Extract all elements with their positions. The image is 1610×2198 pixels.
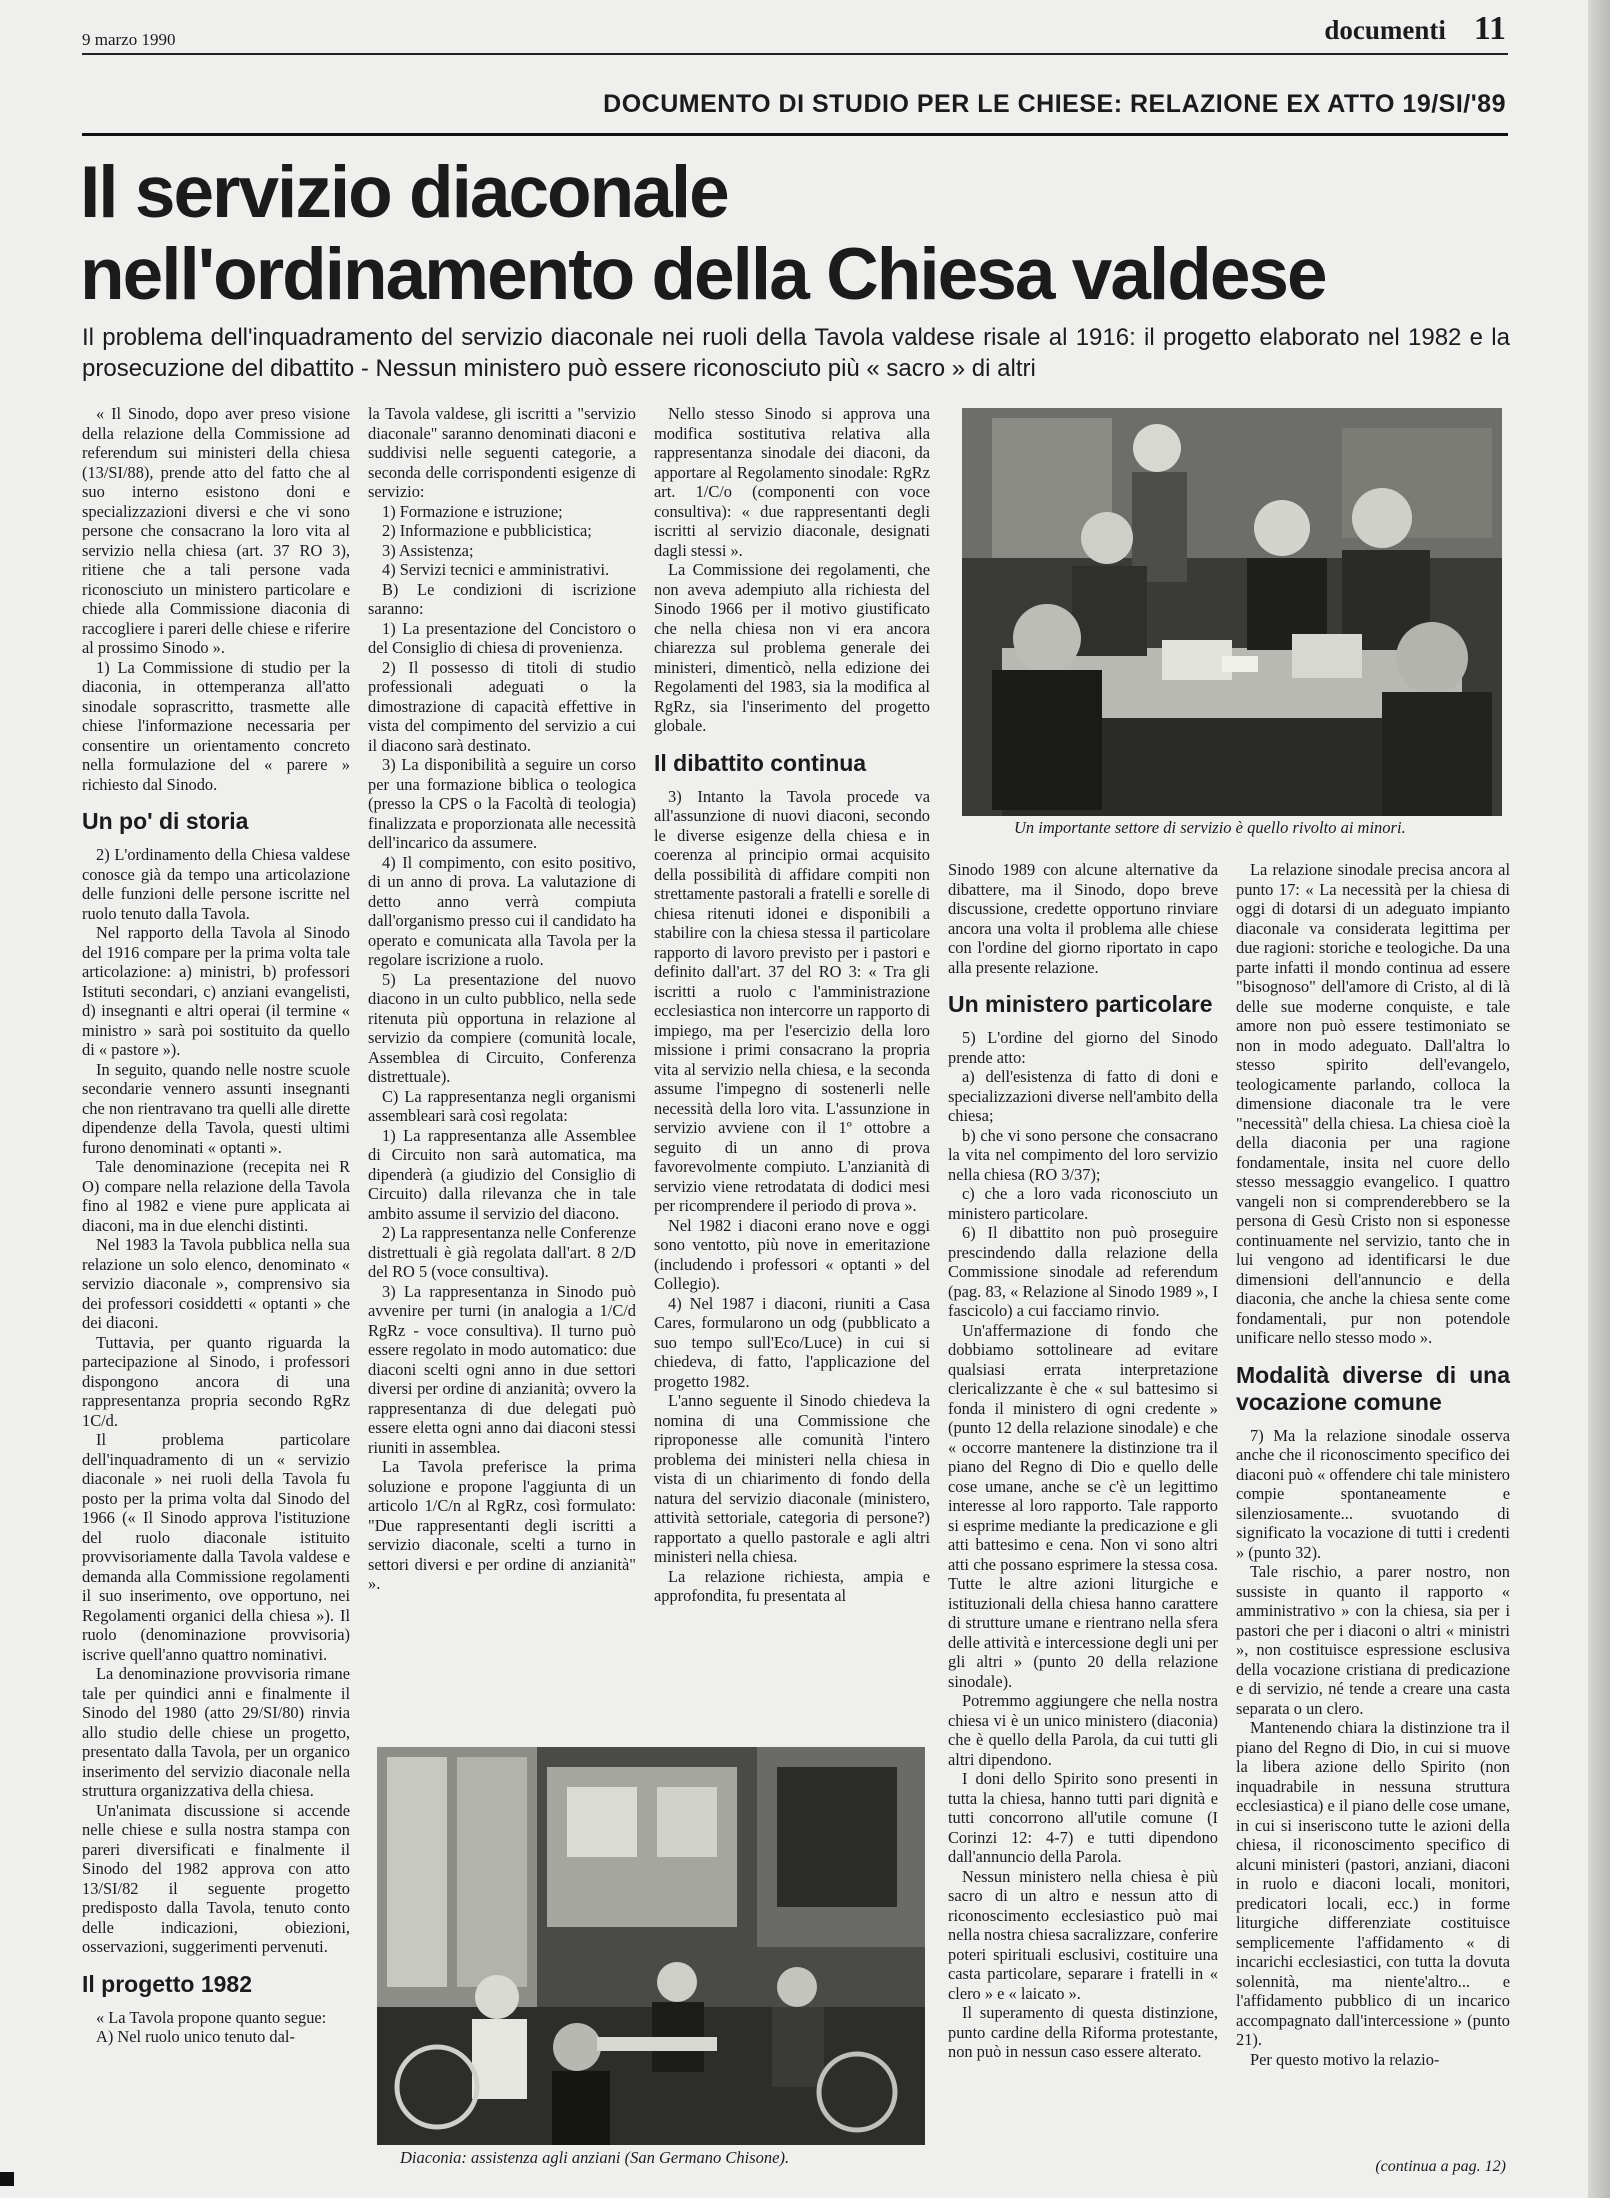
photo-elderly-image bbox=[377, 1747, 925, 2145]
paragraph: 2) La rappresentanza nelle Conferenze distrettuali è già regolata dall'art. 8 2/D del RO 5 (voce consultiva). bbox=[368, 1223, 636, 1281]
page-edge bbox=[1588, 0, 1610, 2198]
headline bbox=[80, 152, 1326, 316]
article-column-1 bbox=[82, 404, 350, 2184]
paragraph: Il problema particolare dell'inquadramento di un « servizio diaconale » nei ruoli della Tavola fu posto per la prima volta dal Sinodo del 1966 (« Il Sinodo approva l'istituzione del ruolo diaconale istituito provvisoriamente dalla Tavola valdese e demanda alla Commissione regolamenti il suo inserimento, ove opportuno, nei Regolamenti organici della chiesa »). Il ruolo (denominazione provvisoria) iscrive quell'anno quattro nominativi. bbox=[82, 1430, 350, 1664]
paragraph: 5) La presentazione del nuovo diacono in un culto pubblico, nella sede ritenuta più opportuna in relazione al servizio da compiere (comunità locale, Assemblea di Circuito, Conferenza distrettuale). bbox=[368, 969, 636, 1086]
issue-date: 9 marzo 1990 bbox=[82, 30, 176, 49]
paragraph: La Tavola preferisce la prima soluzione e propone l'aggiunta di un articolo 1/C/n al RgRz, così formulato: "Due rappresentanti degli iscritti a servizio diaconale, scelti a turno in settori diversi e per ordine di anzianità" ». bbox=[368, 1457, 636, 1593]
paragraph: C) La rappresentanza negli organismi assembleari sarà così regolata: bbox=[368, 1086, 636, 1125]
article-column-2 bbox=[368, 404, 636, 1734]
paragraph: 1) La presentazione del Concistoro o del Consiglio di chiesa di provenienza. bbox=[368, 618, 636, 657]
paragraph: Potremmo aggiungere che nella nostra chiesa vi è un unico ministero (diaconia) che è quello della Parola, da cui tutti gli altri dipendono. bbox=[948, 1691, 1218, 1769]
paragraph: 1) La rappresentanza alle Assemblee di Circuito non sarà automatica, ma dipenderà (a giudizio del Consiglio di Circuito) dalla rilevanza che in tale ambito assume il servizio del diacono. bbox=[368, 1125, 636, 1223]
list-item: 2) Informazione e pubblicistica; bbox=[382, 521, 592, 540]
photo-caption: Un importante settore di servizio è quello rivolto ai minori. bbox=[1014, 818, 1406, 837]
paragraph: Tale denominazione (recepita nei R O) compare nella relazione della Tavola fino al 1982 e viene pure applicata ai diaconi, ma in due elenchi distinti. bbox=[82, 1157, 350, 1235]
paragraph: b) che vi sono persone che consacrano la vita nel compimento del loro servizio nella chiesa (RO 3/37); bbox=[948, 1125, 1218, 1184]
paragraph: L'anno seguente il Sinodo chiedeva la nomina di una Commissione che riproponesse alle comunità l'intero problema dei ministeri nella chiesa in vista di un chiarimento di fondo della natura del servizio diaconale (ministero, attività settoriale, categoria di persone?) rapportato a quello pastorale e agli altri ministeri nella chiesa. bbox=[654, 1391, 930, 1566]
paragraph: 5) L'ordine del giorno del Sinodo prende atto: bbox=[948, 1028, 1218, 1067]
paragraph: Nel 1983 la Tavola pubblica nella sua relazione un solo elenco, denominato « servizio diaconale », comprensivo sia dei professori cosiddetti « optanti » che dei diaconi. bbox=[82, 1235, 350, 1332]
paragraph: 7) Ma la relazione sinodale osserva anche che il riconoscimento specifico dei diaconi può « offendere chi tale ministero compie spontaneamente e silenziosamente... svuotando di significato la vocazione di tutti i credenti » (punto 32). bbox=[1236, 1425, 1510, 1562]
paragraph: Sinodo 1989 con alcune alternative da dibattere, ma il Sinodo, dopo breve discussione, credette opportuno rinviare ancora una volta il problema alle chiese con l'ordine del giorno riportato in capo alla presente relazione. bbox=[948, 860, 1218, 977]
section-header bbox=[1324, 10, 1506, 48]
headline-line-2: nell'ordinamento della Chiesa valdese bbox=[80, 234, 1326, 315]
section-heading: Un ministero particolare bbox=[948, 991, 1213, 1017]
article-column-4 bbox=[948, 860, 1218, 2185]
paragraph: « La Tavola propone quanto segue: bbox=[96, 2007, 327, 2027]
list-item: 1) Formazione e istruzione; bbox=[382, 501, 563, 521]
paragraph: 1) La Commissione di studio per la diaconia, in ottemperanza all'atto sinodale soprascritto, trasmette alle chiese l'informazione necessaria per consentire un orientamento concreto nella formulazione del « parere » richiesto dal Sinodo. bbox=[82, 657, 350, 794]
paragraph: Il superamento di questa distinzione, punto cardine della Riforma protestante, non può in nessun caso essere alterato. bbox=[948, 2003, 1218, 2061]
kicker-rule bbox=[82, 133, 1508, 136]
paragraph: In seguito, quando nelle nostre scuole secondarie vennero assunti insegnanti che non rientravano tra quelli alle dirette dipendenze della Tavola, questi ultimi furono denominati « optanti ». bbox=[82, 1059, 350, 1157]
continued-note: (continua a pag. 12) bbox=[1375, 2158, 1506, 2175]
paragraph: la Tavola valdese, gli iscritti a "servizio diaconale" saranno denominati diaconi e suddivisi nelle seguenti categorie, a seconda delle corrispondenti esigenze di servizio: bbox=[368, 404, 636, 501]
paragraph: Nessun ministero nella chiesa è più sacro di un altro e nessun atto di riconoscimento ecclesiastico può mai nella nostra chiesa sacralizzare, conferire poteri spirituali esclusivi, costituire una casta particolare, separare i fratelli in « clero » e « laicato ». bbox=[948, 1866, 1218, 2003]
header-rule bbox=[82, 53, 1508, 55]
paragraph: Nello stesso Sinodo si approva una modifica sostitutiva relativa alla rappresentanza sinodale dei diaconi, da apportare al Regolamento sinodale: RgRz art. 1/C/o (componenti con voce consultiva): « due rappresentanti degli iscritti al servizio diaconale, designati dagli stessi ». bbox=[654, 404, 930, 560]
photo-caption: Diaconia: assistenza agli anziani (San Germano Chisone). bbox=[400, 2148, 790, 2167]
section-heading: Un po' di storia bbox=[82, 808, 249, 834]
section-name: documenti bbox=[1324, 15, 1446, 45]
subheadline: Il problema dell'inquadramento del servizio diaconale nei ruoli della Tavola valdese risale al 1916: il progetto elaborato nel 1982 e la prosecuzione del dibattito - Nessun ministero può essere riconosciuto più « sacro » di altri bbox=[82, 324, 1510, 382]
kicker: DOCUMENTO DI STUDIO PER LE CHIESE: RELAZIONE EX ATTO 19/SI/'89 bbox=[603, 90, 1506, 118]
paragraph: 6) Il dibattito non può proseguire prescindendo dalla relazione della Commissione sinodale ad referendum (pag. 83, « Relazione al Sinodo 1989 », I fascicolo) a cui facciamo rinvio. bbox=[948, 1223, 1218, 1320]
paragraph: a) dell'esistenza di fatto di doni e specializzazioni diverse nell'ambito della chiesa; bbox=[948, 1067, 1218, 1125]
paragraph: A) Nel ruolo unico tenuto dal- bbox=[96, 2027, 295, 2046]
section-heading: Modalità diverse di una vocazione comune bbox=[1236, 1361, 1510, 1415]
paragraph: B) Le condizioni di iscrizione saranno: bbox=[368, 579, 636, 618]
paragraph: 3) La disponibilità a seguire un corso per una formazione biblica o teologica (presso la CPS o la Facoltà di teologia) finalizzata e proporzionata alle necessità dell'incarico da assumere. bbox=[368, 755, 636, 852]
paragraph: Un'affermazione di fondo che dobbiamo sottolineare ad evitare qualsiasi errata interpretazione clericalizzante è che « sul battesimo si fonda il ministero di ogni credente » (punto 12 della relazione sinodale) e che « occorre mantenere la distinzione tra il piano del Regno di Dio e quello delle cose umane, anche se c'è un legittimo interesse al loro rapporto. Tale rapporto si esprime mediante la predicazione e gli atti battesimo e cena. Non vi sono altri atti che possano esprimere la stessa cosa. Tutte le altre azioni liturgiche e istituzionali della chiesa hanno carattere di strutture umane e rientrano nella sfera delle attività e intercessione degli uni per gli altri » (punto 20 della relazione sinodale). bbox=[948, 1320, 1218, 1691]
list-item: 4) Servizi tecnici e amministrativi. bbox=[382, 560, 610, 579]
photo-children-classroom bbox=[962, 408, 1502, 816]
paragraph: Tuttavia, per quanto riguarda la partecipazione al Sinodo, i professori dispongono ancora di una rappresentanza propria secondo RgRz 1C/d. bbox=[82, 1332, 350, 1430]
article-column-5 bbox=[1236, 860, 1510, 2185]
paragraph: Per questo motivo la relazio- bbox=[1250, 2049, 1440, 2069]
paragraph: La relazione richiesta, ampia e approfondita, fu presentata al bbox=[654, 1566, 930, 1605]
paragraph: La Commissione dei regolamenti, che non aveva adempiuto alla richiesta del Sinodo 1966 per il motivo giustificato che nella chiesa non vi era ancora chiarezza sul problema generale dei ministeri, dimenticò, nella edizione dei Regolamenti del 1983, sia la modifica al RgRz, sia l'inserimento del progetto globale. bbox=[654, 560, 930, 735]
section-heading: Il progetto 1982 bbox=[82, 1970, 252, 1997]
paragraph: 2) L'ordinamento della Chiesa valdese conosce già da tempo una articolazione delle funzioni delle persone iscritte nel ruolo tenuto dalla Tavola. bbox=[82, 845, 350, 923]
paragraph: La denominazione provvisoria rimane tale per quindici anni e finalmente il Sinodo del 1980 (atto 29/SI/80) rinvia allo studio delle chiese un progetto, presentato dalla Tavola, per un organico inserimento del servizio diaconale nella struttura organizzativa della chiesa. bbox=[82, 1664, 350, 1800]
page-number: 11 bbox=[1473, 10, 1506, 47]
section-heading: Il dibattito continua bbox=[654, 749, 867, 776]
photo-children-image bbox=[962, 408, 1502, 816]
photo-elderly-care bbox=[377, 1747, 925, 2145]
paragraph: I doni dello Spirito sono presenti in tutta la chiesa, hanno tutti pari dignità e tutti concorrono all'utile comune (I Corinzi 12: 4-7) e tutti dipendono dall'annuncio della Parola. bbox=[948, 1769, 1218, 1866]
paragraph: Nel 1982 i diaconi erano nove e oggi sono ventotto, più nove in emeritazione (includendo i professori « optanti » del Collegio). bbox=[654, 1215, 930, 1293]
paragraph: 4) Nel 1987 i diaconi, riuniti a Casa Cares, formularono un odg (pubblicato a suo tempo sull'Eco/Luce) in cui si chiedeva, di fatto, l'applicazione del progetto 1982. bbox=[654, 1293, 930, 1391]
list-item: 3) Assistenza; bbox=[382, 540, 474, 560]
paragraph: 2) Il possesso di titoli di studio professionali adeguati o la dimostrazione di capacità effettive in vista del compimento del servizio a cui il diacono sarà destinato. bbox=[368, 657, 636, 755]
registration-mark bbox=[0, 2172, 14, 2186]
paragraph: 3) Intanto la Tavola procede va all'assunzione di nuovi diaconi, secondo le diverse esigenze della chiesa e in coerenza al principio ormai acquisito della possibilità di affidare compiti non strettamente pastorali a fratelli e sorelle di chiesa ritenuti idonei e disponibili a stabilire con la chiesa stessa il particolare rapporto di lavoro previsto per i pastori e definito dall'art. 37 del RO 3: « Tra gli iscritti a ruolo c l'amministrazione ecclesiastica non intercorre un rapporto di impiego, ma per l'esercizio della loro missione i primi consacrano la propria vita al servizio nella chiesa, e la seconda assume l'impegno di sostenerli nelle necessità della loro vita. L'assunzione in servizio avviene con il 1º ottobre a seguito di un anno di prova favorevolmente compiuto. L'anzianità di servizio viene retrodatata di dodici mesi per ricomprendere il periodo di prova ». bbox=[654, 786, 930, 1215]
paragraph: Nel rapporto della Tavola al Sinodo del 1916 compare per la prima volta tale articolazione: a) ministri, b) professori Istituti secondari, c) anziani evangelisti, d) insegnanti e altri operai (il termine « ministro » sarà poi sostituito da quello di « pastore »). bbox=[82, 923, 350, 1059]
paragraph: « Il Sinodo, dopo aver preso visione della relazione della Commissione ad referendum sui ministeri della chiesa (13/SI/88), prende atto del fatto che al suo interno esistono doni e specializzazioni diversi e che vi sono persone che consacrano la loro vita al servizio nella chiesa (art. 37 RO 3), ritiene che a tali persone vada riconosciuto un ministero particolare e chiede alla Commissione diaconia di raccogliere i pareri delle chiese e riferire al prossimo Sinodo ». bbox=[82, 404, 350, 657]
paragraph: 3) La rappresentanza in Sinodo può avvenire per turni (in analogia a 1/C/d RgRz - voce consultiva). Il turno può essere regolato in modo automatico: due diaconi scelti ogni anno in due settori diversi per ordine di anzianità; ovvero la rappresentanza di due delegati può essere eletta ogni anno dai diaconi stessi riuniti in assemblea. bbox=[368, 1281, 636, 1457]
paragraph: La relazione sinodale precisa ancora al punto 17: « La necessità per la chiesa di oggi di dotarsi di un adeguato impianto diaconale va considerata legittima per due ragioni: storiche e teologiche. Da una parte infatti il mondo continua ad essere "bisognoso" dell'amore di Cristo, al di là delle sue moderne conquiste, e tale amore non può essere testimoniato se non in modo adeguato. Dall'altra lo stesso spirito dell'evangelo, teologicamente parlando, colloca la dimensione diaconale tra le vere "necessità" della chiesa. La chiesa cioè la della diaconia per una ragione fondamentale, insita nel cuore dello stesso messaggio evangelico. I quattro vangeli non si comprenderebbero se la persona di Gesù Cristo non si esponesse continuamente nel servizio, tanto che in lui vengono ad identificarsi le due dimensioni dell'annuncio e della diaconia, che anche la chiesa sente come fondamentali, pur non potendole unificare nello stesso modo ». bbox=[1236, 860, 1510, 1347]
paragraph: Un'animata discussione si accende nelle chiese e sulla nostra stampa con pareri diversificati e finalmente il Sinodo del 1982 approva con atto 13/SI/82 il seguente progetto predisposto dalla Tavola, tenuto conto delle indicazioni, obiezioni, osservazioni, suggerimenti pervenuti. bbox=[82, 1800, 350, 1956]
paragraph: 4) Il compimento, con esito positivo, di un anno di prova. La valutazione di detto anno verrà compiuta dall'organismo presso cui il candidato ha operato e comunicata alla Tavola per la regolare iscrizione a ruolo. bbox=[368, 852, 636, 969]
paragraph: c) che a loro vada riconosciuto un ministero particolare. bbox=[948, 1184, 1218, 1223]
paragraph: Mantenendo chiara la distinzione tra il piano del Regno di Dio, in cui si muove la libera azione dello Spirito (non inquadrabile in nessuna struttura ecclesiastica) e il piano delle cose umane, in cui si inseriscono tutte le azioni della chiesa, il riconoscimento specifico di alcuni ministeri (pastori, anziani, diaconi in ruolo e diaconi locali, monitori, predicatori locali, ecc.) in forme liturgiche differenziate costituisce semplicemente l'affidamento « di incarichi ecclesiastici, con tutta la dovuta solennità, ma niente'altro... e l'affidamento pubblico di un incarico accompagnato dall'intercessione » (punto 21). bbox=[1236, 1718, 1510, 2049]
paragraph: Tale rischio, a parer nostro, non sussiste in quanto il rapporto « amministrativo » con la chiesa, sia per i pastori che per i diaconi o altri « ministri », non costituisce espressione esclusiva della vocazione cristiana di predicazione e di servizio, né tende a creare una casta separata o un clero. bbox=[1236, 1562, 1510, 1718]
headline-line-1: Il servizio diaconale bbox=[80, 152, 728, 233]
